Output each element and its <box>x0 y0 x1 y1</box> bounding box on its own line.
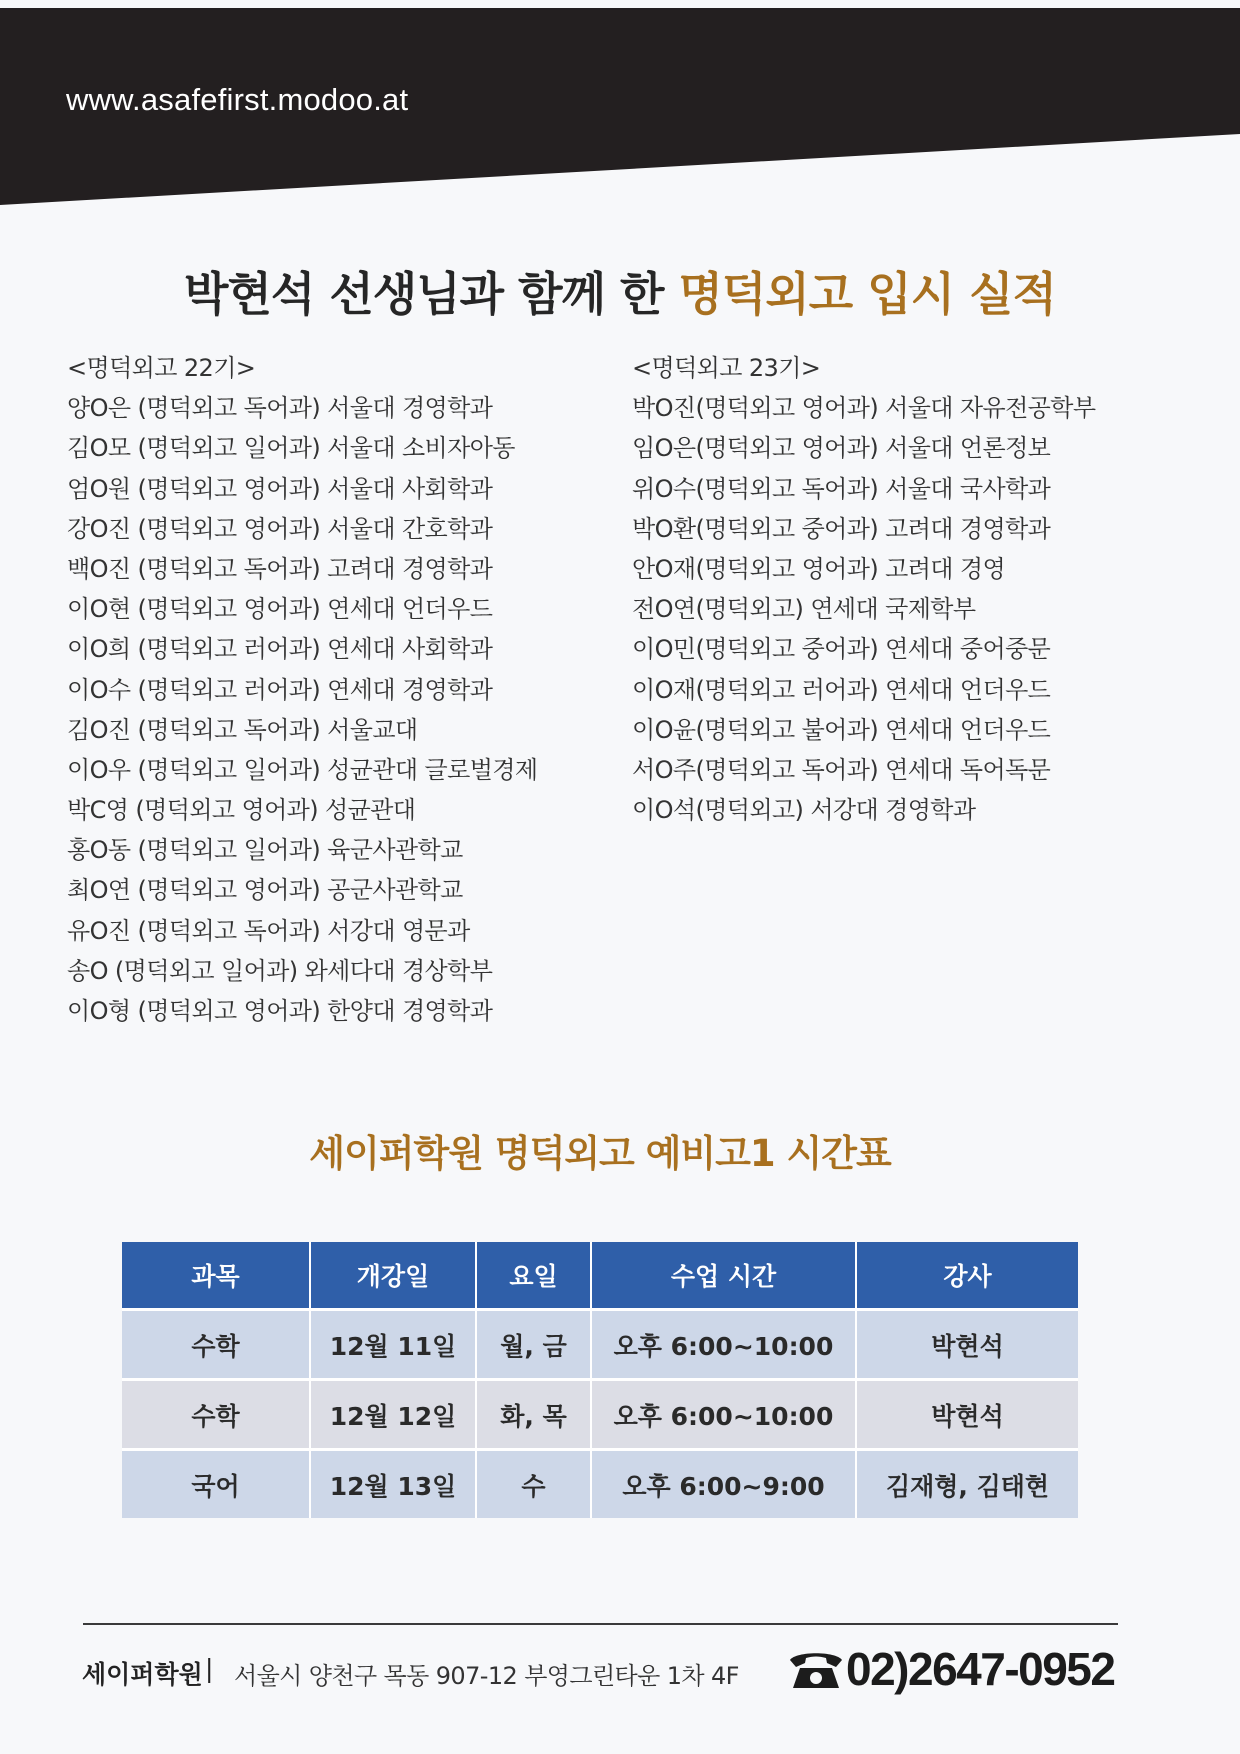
results-heading-23: <명덕외고 23기> <box>632 354 821 382</box>
result-item: 김O진 (명덕외고 독어과) 서울교대 <box>67 715 418 744</box>
footer-phone-number[interactable]: 02)2647-0952 <box>846 1643 1115 1695</box>
result-item: 김O모 (명덕외고 일어과) 서울대 소비자아동 <box>67 434 515 463</box>
footer-separator: | <box>205 1654 214 1683</box>
result-item: 유O진 (명덕외고 독어과) 서강대 영문과 <box>67 916 470 945</box>
column-header-class-time: 수업 시간 <box>591 1242 856 1310</box>
column-header-subject: 과목 <box>122 1242 310 1310</box>
cell-days: 수 <box>476 1450 591 1519</box>
result-item: 이O희 (명덕외고 러어과) 연세대 사회학과 <box>67 635 493 664</box>
results-heading-22: <명덕외고 22기> <box>67 354 256 382</box>
result-item: 백O진 (명덕외고 독어과) 고려대 경영학과 <box>67 554 493 583</box>
header-website-url[interactable]: www.asafefirst.modoo.at <box>66 82 409 117</box>
telephone-icon <box>786 1648 846 1692</box>
footer-academy-name: 세이퍼학원 <box>82 1660 203 1689</box>
cell-teacher: 김재형, 김태현 <box>856 1450 1078 1519</box>
result-item: 서O주(명덕외고 독어과) 연세대 독어독문 <box>632 755 1051 784</box>
cell-start-date: 12월 11일 <box>310 1310 476 1380</box>
result-item: 엄O원 (명덕외고 영어과) 서울대 사회학과 <box>67 474 493 503</box>
table-row <box>122 1380 1078 1450</box>
table-row <box>122 1310 1078 1380</box>
cell-teacher: 박현석 <box>856 1380 1078 1450</box>
cell-subject: 국어 <box>122 1450 310 1519</box>
result-item: 위O수(명덕외고 독어과) 서울대 국사학과 <box>632 474 1051 503</box>
results-column-22 <box>67 348 537 1031</box>
cell-start-date: 12월 13일 <box>310 1450 476 1519</box>
result-item: 박C영 (명덕외고 영어과) 성균관대 <box>67 796 416 825</box>
result-item: 전O연(명덕외고) 연세대 국제학부 <box>632 595 976 624</box>
cell-teacher: 박현석 <box>856 1310 1078 1380</box>
result-item: 강O진 (명덕외고 영어과) 서울대 간호학과 <box>67 514 493 543</box>
column-header-start-date: 개강일 <box>310 1242 476 1310</box>
result-item: 이O석(명덕외고) 서강대 경영학과 <box>632 796 976 825</box>
cell-subject: 수학 <box>122 1380 310 1450</box>
cell-class-time: 오후 6:00~9:00 <box>591 1450 856 1519</box>
cell-start-date: 12월 12일 <box>310 1380 476 1450</box>
result-item: 이O민(명덕외고 중어과) 연세대 중어중문 <box>632 635 1051 664</box>
result-item: 송O (명덕외고 일어과) 와세다대 경상학부 <box>67 956 493 985</box>
cell-class-time: 오후 6:00~10:00 <box>591 1310 856 1380</box>
result-item: 이O현 (명덕외고 영어과) 연세대 언더우드 <box>67 595 493 624</box>
page-title-accent: 명덕외고 입시 실적 <box>678 267 1056 321</box>
schedule-table <box>122 1242 1078 1518</box>
footer-divider <box>83 1623 1118 1625</box>
table-row <box>122 1450 1078 1519</box>
page-title-prefix: 박현석 선생님과 함께 한 <box>184 267 679 321</box>
result-item: 임O은(명덕외고 영어과) 서울대 언론정보 <box>632 434 1051 463</box>
result-item: 홍O동 (명덕외고 일어과) 육군사관학교 <box>67 836 463 865</box>
cell-class-time: 오후 6:00~10:00 <box>591 1380 856 1450</box>
results-column-23 <box>632 348 1095 830</box>
result-item: 최O연 (명덕외고 영어과) 공군사관학교 <box>67 876 463 905</box>
result-item: 이O재(명덕외고 러어과) 연세대 언더우드 <box>632 675 1051 704</box>
result-item: 이O형 (명덕외고 영어과) 한양대 경영학과 <box>67 997 493 1025</box>
result-item: 박O환(명덕외고 중어과) 고려대 경영학과 <box>632 514 1051 543</box>
column-header-days: 요일 <box>476 1242 591 1310</box>
result-item: 안O재(명덕외고 영어과) 고려대 경영 <box>632 554 1006 583</box>
column-header-teacher: 강사 <box>856 1242 1078 1310</box>
cell-subject: 수학 <box>122 1310 310 1380</box>
schedule-title: 세이퍼학원 명덕외고 예비고1 시간표 <box>309 1132 891 1175</box>
result-item: 양O은 (명덕외고 독어과) 서울대 경영학과 <box>67 394 493 423</box>
footer-address: 서울시 양천구 목동 907-12 부영그린타운 1차 4F <box>234 1662 739 1690</box>
schedule-header-row <box>122 1242 1078 1310</box>
cell-days: 화, 목 <box>476 1380 591 1450</box>
result-item: 이O우 (명덕외고 일어과) 성균관대 글로벌경제 <box>67 755 538 784</box>
page-title <box>0 258 1240 324</box>
cell-days: 월, 금 <box>476 1310 591 1380</box>
result-item: 이O윤(명덕외고 불어과) 연세대 언더우드 <box>632 715 1051 744</box>
result-item: 이O수 (명덕외고 러어과) 연세대 경영학과 <box>67 675 493 704</box>
result-item: 박O진(명덕외고 영어과) 서울대 자유전공학부 <box>632 394 1096 423</box>
